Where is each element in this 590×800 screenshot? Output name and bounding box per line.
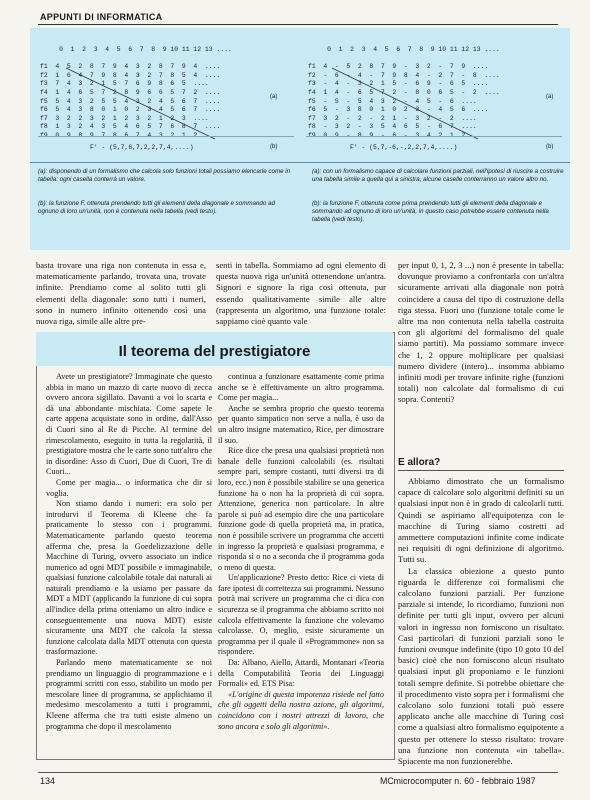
paragraph: La classica obiezione a questo punto riguarda le differenze coi formalismi che calcolano funzioni parziali. Per funzione parziale si intende, lo ricordiamo, funzioni non definite per tutti gli input, ovvero per alcuni valori in ingresso non forniscono un risultato. Casi particolari di funzioni parziali sono le funzioni ovunque indefinite (tipo 10 goto 10 del basic) cioè che non forniscono alcun risultato qualsiasi input gli proponiamo e le funzioni totali sempre definite. Si potrebbe obiettare che il procedimento visto sopra per i formalismi che calcolano solo funzioni totali può essere applicato anche alle macchine di Turing così come a qualsiasi altro formalismo equipotente a questo per ottenere lo stesso risultato: trovare una funzione non contenuta «in tabella». Spiacente ma non funzionerebbe. <box>398 565 564 767</box>
paragraph: per input 0, 1, 2, 3 ...) non è presente in tabella: dovunque proviamo a confrontarla con un'altra sicuramente arrivati alla diagonale non potrà coincidere a causa del tipo di costruzione della riga stessa. Fuori uno (funzione totale come le altre ma non contenuta nella tabella costruita con gli algoritmi del formalismo del quale siamo partiti). Ma possiamo sommare invece che 1, 2 oppure moltiplicare per qualsiasi numero dividere (intero)... insomma abbiamo infiniti modi per trovare infinite righe (funzioni totali) non calcolate dal formalismo di cui sopra. Contenti? <box>398 260 564 405</box>
page-number: 134 <box>40 776 56 786</box>
caption-right-b: (b): la funzione F, ottenuta come prima prendendo tutti gli elementi della diagonale e sommando ad ognuno di loro un'unità, in questo caso potrebbe essere contenuta nella tabella (vedi testo). <box>312 200 549 223</box>
caption-left-b: (b): la funzione F, ottenuta prendendo tutti gli elementi della diagonale e sommando ad ognuno di loro un'unità, non è contenuta nella tabella (vedi testo). <box>38 200 275 215</box>
paragraph: Anche se sembra proprio che questo teorema per quanto simpatico non serve a nulla, è uso da un altro insigne matematico, Rice, per dimostrare il suo. <box>218 403 384 445</box>
section-heading: E allora? <box>398 457 441 468</box>
fig-caption-rule <box>30 162 570 163</box>
diagonal-function-right: F' - (5,7,-6,-,2,2,7,4,....) <box>350 144 458 151</box>
paragraph: basta trovare una riga non contenuta in essa e, matematicamente parlando, trovata una, trovate infinite. Prendiamo come al solito tutti gli elementi della diagonale: sono tutti i numeri, sono in numero infinito ottenendo così una nuova riga, simile alle altre pre- <box>36 260 206 327</box>
section-rule <box>398 470 564 471</box>
paragraph: Un'applicazione? Presto detto: Rice ci vieta di fare ipotesi di correttezza sui programmi. Nessuno potrà mai scrivere un programma che ci dica con sicurezza se il programma che abbiamo scritto noi calcola effettivamente la funzione che volevamo calcolasse. O, meglio, esiste sicuramente un programma per il quale il «Programmone» non sa rispondere. <box>218 573 384 657</box>
partial-function-table: 0 1 2 3 4 5 6 7 8 9 10 11 12 13 .... f1 4 - 5 2 8 7 9 - 3 2 - 7 9 .... f2 - 6 - 4 - 7 9 8 4 - 2 7 - 8 .... f3 - 4 - 3 2 1 5 - 6 9 - 6 5 .... f4 1 4 - 6 5 2 - 8 0 6 5 - 2 .... f5 - 5 - 5 4 3 2 - 4 5 - 6 .... f6 5 - 3 8 0 1 0 2 - 4 5 6 .... f7 3 2 - 2 - 2 1 - 3 2 - 2 .... f8 - 3 2 - 3 5 4 6 5 - 6 7 .... <box>308 46 500 131</box>
paragraph: Abbiamo dimostrato che un formalismo capace di calcolare solo algoritmi definiti su un qualsiasi input non è in grado di calcolarli tutti. Quindi se aspiriamo all'equipotenza con le macchine di Turing siamo costretti ad ammettere computazioni infinite come indicate nei requisiti di ogni definizione di algoritmo. Tutti su. <box>398 476 564 565</box>
magazine-issue: MCmicrocomputer n. 60 - febbraio 1987 <box>380 776 536 786</box>
eallora-column <box>398 476 564 767</box>
fig-label-b-right: (b) <box>546 144 554 150</box>
diagonal-function-left: F' - (5,7,6,7,2,2,7,4,....) <box>90 144 194 151</box>
box-column-2 <box>218 372 384 732</box>
paragraph: continua a funzionare esattamente come prima anche se è effettivamente un altro programma. Come per magia... <box>218 372 384 403</box>
total-function-table: 0 1 2 3 4 5 6 7 8 9 10 11 12 13 .... f1 4 5 2 8 7 9 4 3 2 8 7 9 4 .... f2 1 6 4 7 9 8 4 3 2 7 8 5 4 .... f3 7 4 3 2 1 5 7 6 9 8 6 5 .... f4 1 4 6 5 7 2 8 9 6 6 5 7 2 .... f5 5 4 3 2 5 5 4 3 2 4 5 6 7 .... f6 5 4 3 8 0 1 0 2 3 4 5 6 7 .... f7 3 2 2 3 2 1 2 3 2 1 3 .... f8 1 3 2 4 3 5 4 6 5 7 6 8 7 .... <box>40 46 232 131</box>
paragraph: Non stiamo dando i numeri: era solo per introdurvi il Teorema di Kleene che fa praticamente lo stesso con i programmi. Matematicamente parlando questo teorema afferma che, presa la Goedelizzazione delle Macchine di Turing, ovvero associato un indice numerico ad ogni MDT possibile e immaginabile, qualsiasi funzione calcolabile totale dai naturali ai naturali prendiamo e la usiamo per passare da MDT a MDT (applicando la funzione di cui sopra all'indice della prima otteniamo un altro indice e conseguentemente una nuova MDT) esiste sicuramente una MDT che calcola la stessa funzione calcolata dalla MDT ottenuta con questa trasformazione. <box>46 499 212 657</box>
box-column-1 <box>46 372 212 732</box>
fig-label-a-left: (a) <box>270 94 278 100</box>
paragraph: Rice dice che presa una qualsiasi proprietà non banale delle funzioni calcolabili (es. risultati sempre pari, sempre costanti, tutti diversi tra di loro, ecc.) non è possibile stabilire se una generica funzione ha o non ha la proprietà di cui sopra. Attenzione, generica non particolare. In altre parole si può ad esempio dire che una particolare funzione gode di quella proprietà ma, in pratica, non è possibile scrivere un programma che accetti in ingresso la proprietà e qualsiasi programma, e risponda sì o no a seconda che il programma goda o meno di questa. <box>218 446 384 572</box>
quotation: «L'origine di questa impotenza risiede nel fatto che gli oggetti della nostra azione, gli algoritmi, coincidono con i nostri attrezzi di lavoro, che sono ancora e solo gli algoritmi». <box>218 689 384 731</box>
caption-left-a: (a): disponendo di un formalismo che calcola solo funzioni totali possiamo elencarle come in tabella: ogni casella conterrà un valore. <box>38 168 291 183</box>
figure-panel <box>30 28 570 250</box>
fig-label-a-right: (a) <box>546 94 554 100</box>
paragraph: Come per magia... o informatica che dir si voglia. <box>46 477 212 498</box>
intro-column-3 <box>398 260 564 406</box>
header-rule <box>38 24 558 25</box>
fig-label-b-left: (b) <box>270 144 278 150</box>
fig-separator <box>306 136 562 137</box>
paragraph: Avete un prestigiatore? Immaginate che questo abbia in mano un mazzo di carte nuovo di zecca ovvero ancora sigillato. Davanti a voi lo scarta e dà una abbondante mischiata. Come sapete le carte appena acquistate sono in ordine, dall'Asso di Cuori sino al Re di Picche. Al termine del rimescolamento, eseguito in tutta la regolarità, il prestigiatore mostra che le carte sono tutt'altro che in disordine: Asso di Cuori, Due di Cuori, Tre di Cuori... <box>46 372 212 477</box>
paragraph: Parlando meno matematicamente se noi prendiamo un linguaggio di programmazione e i programmi scritti con esso, stabilito un modo per mescolare linee di programma, se applichiamo il medesimo mescolamento a tutti i programmi, Kleene afferma che tra tutti esiste almeno un programma che dopo il mescolamento <box>46 658 212 731</box>
intro-column-1 <box>36 260 206 327</box>
intro-column-2 <box>216 260 386 327</box>
sidebar-title: Il teorema del prestigiatore <box>118 343 311 360</box>
paragraph: senti in tabella. Sommiamo ad ogni elemento di questa nuova riga un'unità ottenendone un'antra. Signori e signore la riga così ottenuta, pur essendo qualitativamente simile alle altre (rappresenta un algoritmo, una funzione totale: sappiamo cioè quanto vale <box>216 260 386 327</box>
paragraph: Da: Albano, Aiello, Attardi, Montanari «Teoria della Computabilità Teoria dei Linguaggi Formali» ed. ETS Pisa: <box>218 658 384 689</box>
running-header: APPUNTI DI INFORMATICA <box>40 12 163 22</box>
footer-rule <box>38 772 558 773</box>
caption-right-a: (a): con un formalismo capace di calcolare funzioni parziali, nell'ipotesi di riuscire a costruire una tabella simile a quella qui a sinistra, alcune caselle conterranno un valore altro no. <box>312 168 564 183</box>
fig-separator <box>38 136 294 137</box>
